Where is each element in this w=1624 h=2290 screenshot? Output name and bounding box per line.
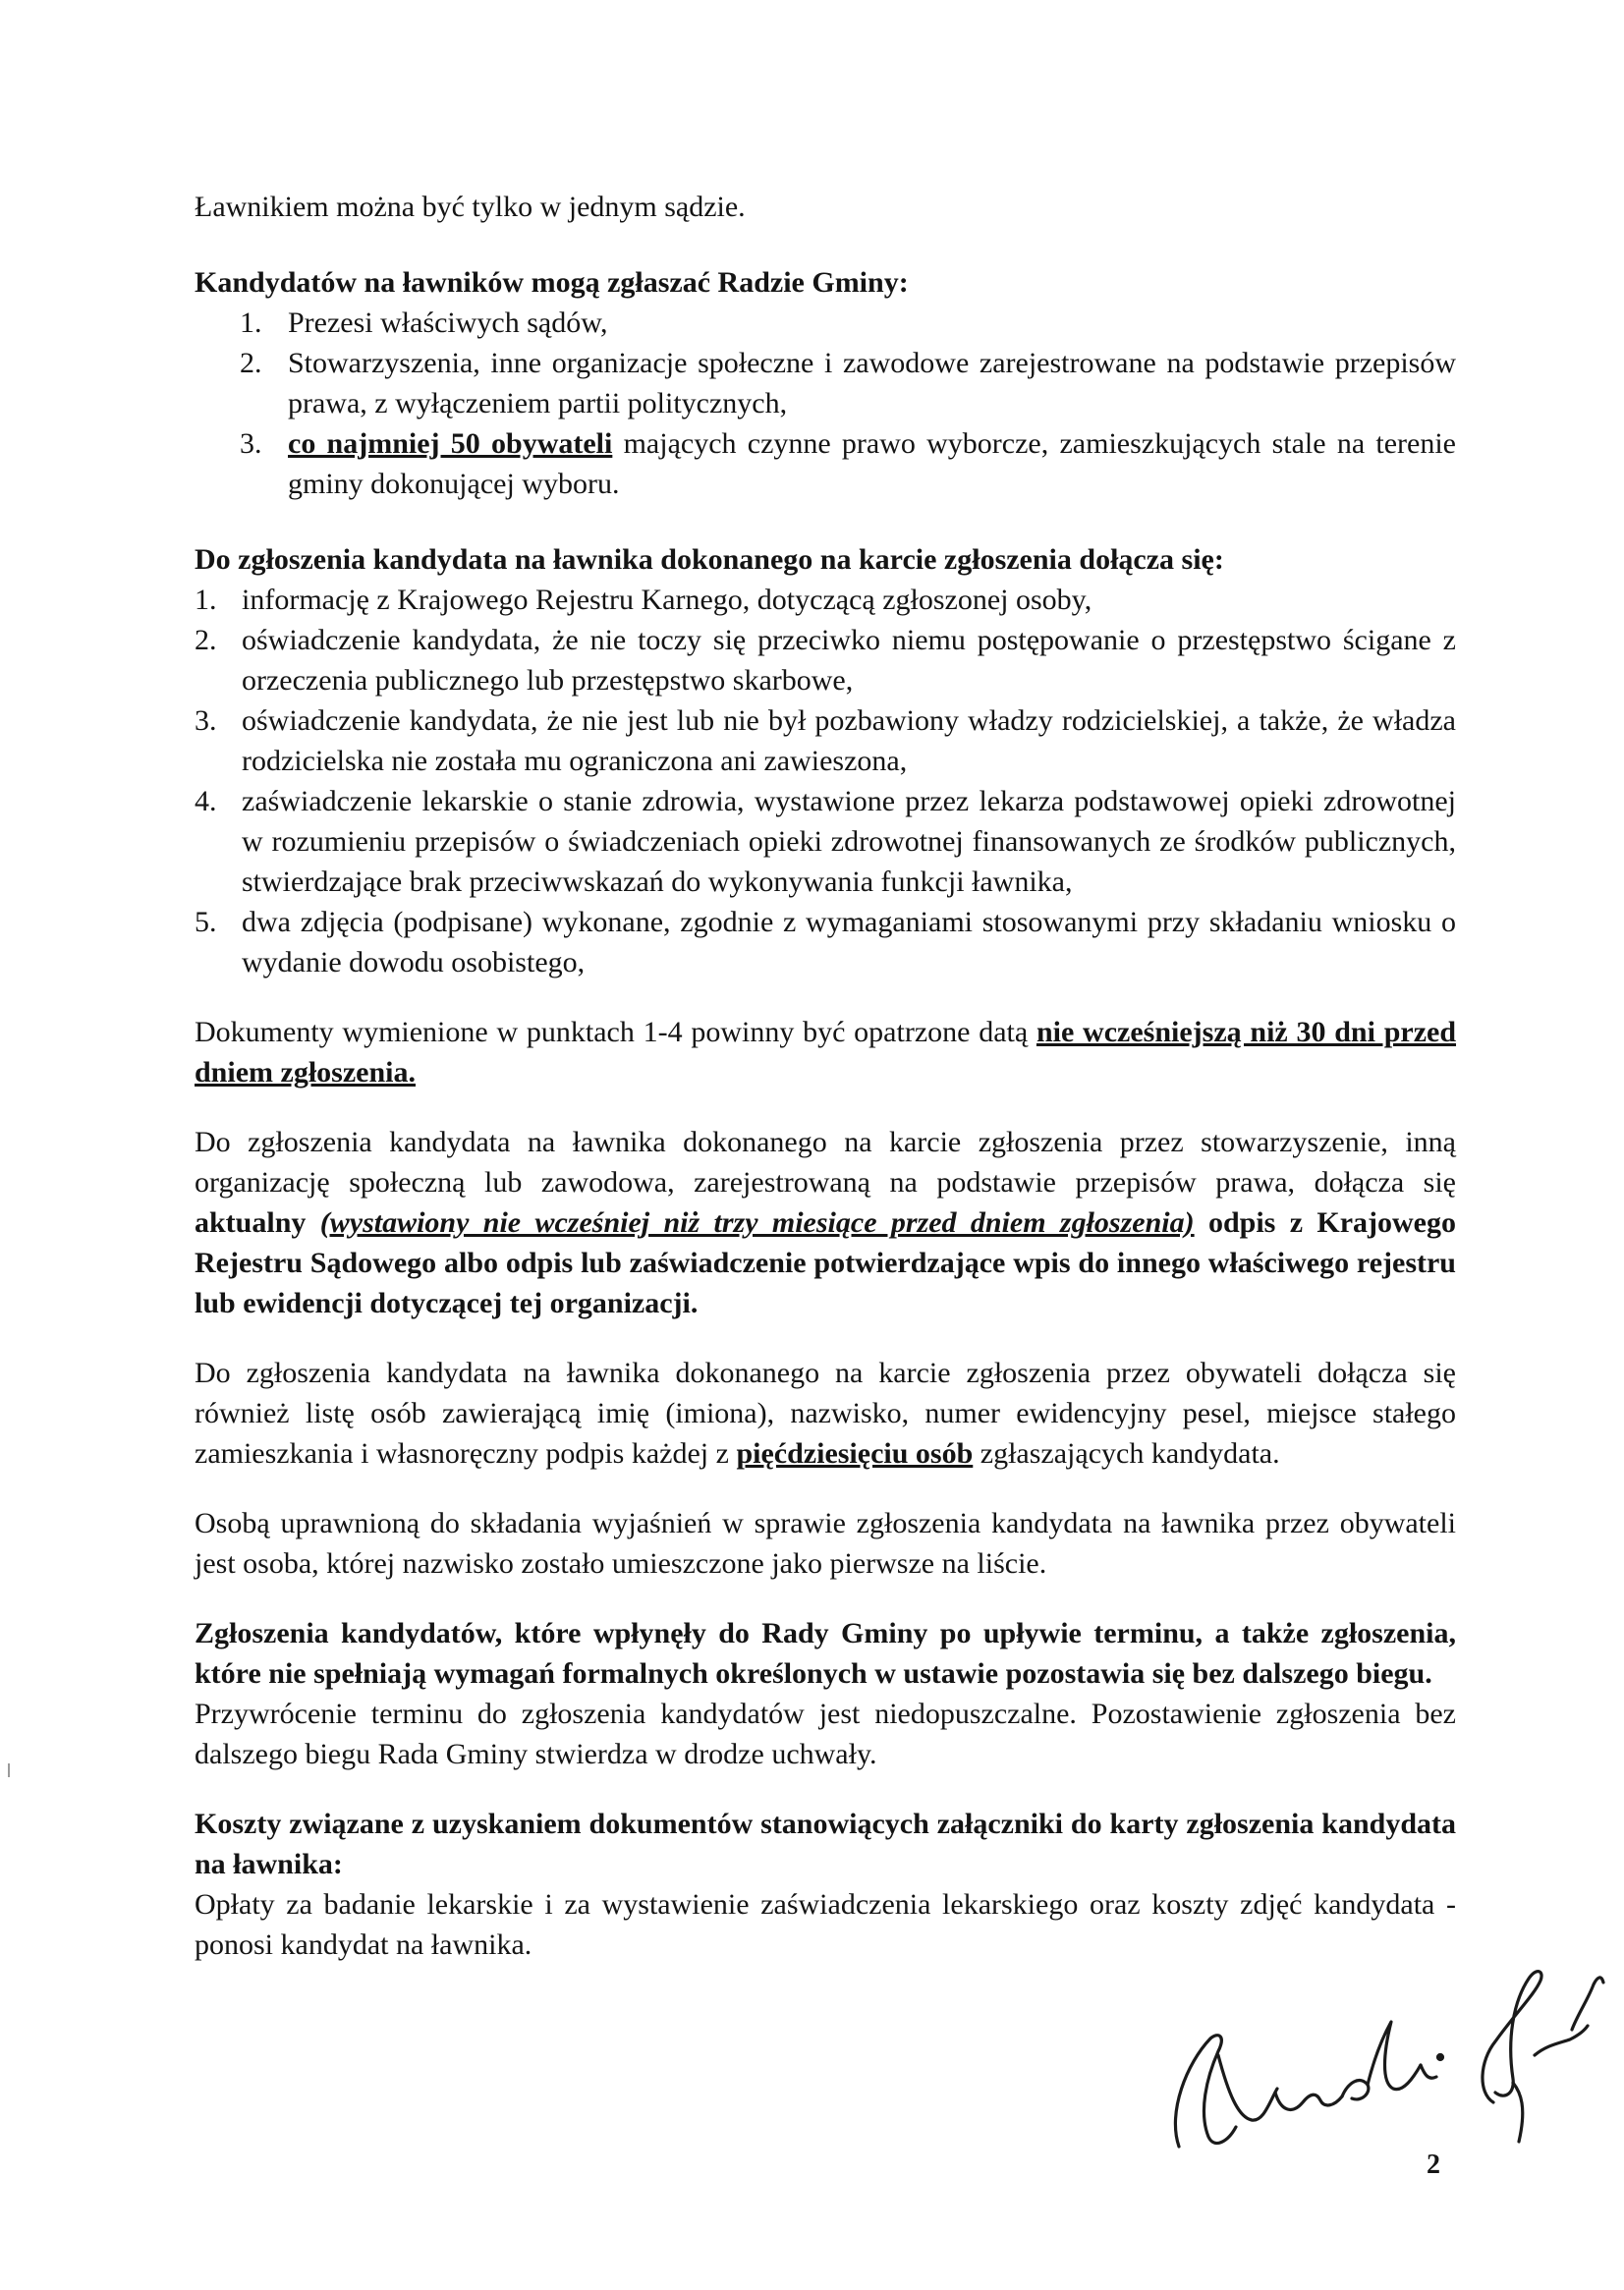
list-item [195,303,1456,343]
list-item [195,580,1456,620]
citizens-text-end: zgłaszających kandydata. [973,1437,1280,1470]
list-item-text: informację z Krajowego Rejestru Karnego, dotyczącą zgłoszonej osoby, [242,584,1092,616]
citizens-text: Do zgłoszenia kandydata na ławnika dokonanego na karcie zgłoszenia przez obywateli dołącza się również listę osób zawierającą imię (imiona), nazwisko, numer ewidencyjny pesel, miejsce stałego zamieszkania i własnoręczny podpis każdej z [195,1357,1456,1470]
documents-date-rule [195,1012,1456,1092]
page-number: 2 [1427,2150,1440,2180]
handwritten-signature [1149,1945,1611,2171]
list-item-text: dwa zdjęcia (podpisane) wykonane, zgodnie z wymaganiami stosowanymi przy składaniu wniosku o wydanie dowodu osobistego, [242,906,1456,978]
scan-edge-mark [8,1763,10,1777]
authorized-person-rule: Osobą uprawnioną do składania wyjaśnień w sprawie zgłoszenia kandydata na ławnika przez obywateli jest osoba, której nazwisko zostało umieszczone jako pierwsze na liście. [195,1507,1456,1580]
citizens-fifty-emphasis: pięćdziesięciu osób [736,1437,974,1470]
list-item-number: 2. [195,624,217,656]
documents-date-emphasis: nie wcześniejszą niż 30 dni przed dniem zgłoszenia. [195,1016,1457,1089]
who-submits-heading: Kandydatów na ławników mogą zgłaszać Radzie Gminy: [195,266,909,299]
list-item-number: 3. [240,427,262,460]
costs-text: Opłaty za badanie lekarskie i za wystawienie zaświadczenia lekarskiego oraz koszty zdjęć kandydata - ponosi kandydat na ławnika. [195,1888,1456,1961]
association-current-emphasis: aktualny [195,1206,307,1239]
attachments-heading: Do zgłoszenia kandydata na ławnika dokonanego na karcie zgłoszenia dołącza się: [195,543,1224,576]
list-item-number: 5. [195,906,217,938]
emphasis-fifty-citizens: co najmniej 50 obywateli [288,427,613,460]
list-item [195,902,1456,982]
attachments-list [195,580,1456,982]
list-item-number: 4. [195,785,217,817]
association-attachment-rule [195,1122,1456,1323]
list-item [195,781,1456,902]
list-item-text [288,423,1456,504]
list-item-number: 3. [195,704,217,737]
one-court-rule: Ławnikiem można być tylko w jednym sądzie. [195,191,746,223]
list-item-number: 1. [195,584,217,616]
list-item-text: Prezesi właściwych sądów, [288,307,608,339]
association-issue-date-emphasis: (wystawiony nie wcześniej niż trzy miesiące przed dniem zgłoszenia) [319,1206,1195,1239]
association-text: Do zgłoszenia kandydata na ławnika dokonanego na karcie zgłoszenia przez stowarzyszenie, inną organizację społeczną lub zawodowa, zarejestrowaną na podstawie przepisów prawa, dołącza się [195,1126,1456,1199]
list-item [195,700,1456,781]
list-item-text: zaświadczenie lekarskie o stanie zdrowia, wystawione przez lekarza podstawowej opieki zdrowotnej w rozumieniu przepisów o świadczeniach opieki zdrowotnej finansowanych ze środków publicznych, stwierdzające brak przeciwwskazań do wykonywania funkcji ławnika, [242,785,1456,898]
late-submissions-text: Przywrócenie terminu do zgłoszenia kandydatów jest niedopuszczalne. Pozostawienie zgłoszenia bez dalszego biegu Rada Gminy stwierdza w drodze uchwały. [195,1698,1456,1770]
costs-heading: Koszty związane z uzyskaniem dokumentów stanowiących załączniki do karty zgłoszenia kandydata na ławnika: [195,1808,1456,1880]
document-body [195,187,1456,1965]
list-item-number: 1. [240,307,262,339]
association-register-emphasis: odpis z Krajowego Rejestru Sądowego albo odpis lub zaświadczenie potwierdzające wpis do innego właściwego rejestru lub ewidencji dotyczącej tej organizacji. [195,1206,1456,1319]
list-item-text: oświadczenie kandydata, że nie jest lub nie był pozbawiony władzy rodzicielskiej, a także, że władza rodzicielska nie została mu ograniczona ani zawieszona, [242,704,1456,777]
list-item-text-rest: mających czynne prawo wyborcze, zamieszkujących stale na terenie gminy dokonującej wyboru. [288,427,1456,500]
late-submissions-heading: Zgłoszenia kandydatów, które wpłynęły do Rady Gminy po upływie terminu, a także zgłoszenia, które nie spełniają wymagań formalnych określonych w ustawie pozostawia się bez dalszego biegu. [195,1617,1456,1690]
list-item-number: 2. [240,347,262,379]
list-item [195,423,1456,504]
list-item-text: oświadczenie kandydata, że nie toczy się przeciwko niemu postępowanie o przestępstwo ścigane z orzeczenia publicznego lub przestępstwo skarbowe, [242,624,1456,697]
citizens-list-rule [195,1353,1456,1474]
who-submits-list [195,303,1456,504]
documents-date-text: Dokumenty wymienione w punktach 1-4 powinny być opatrzone datą [195,1016,1036,1048]
list-item [195,620,1456,700]
list-item-text: Stowarzyszenia, inne organizacje społeczne i zawodowe zarejestrowane na podstawie przepisów prawa, z wyłączeniem partii politycznych, [288,347,1456,419]
list-item [195,343,1456,423]
